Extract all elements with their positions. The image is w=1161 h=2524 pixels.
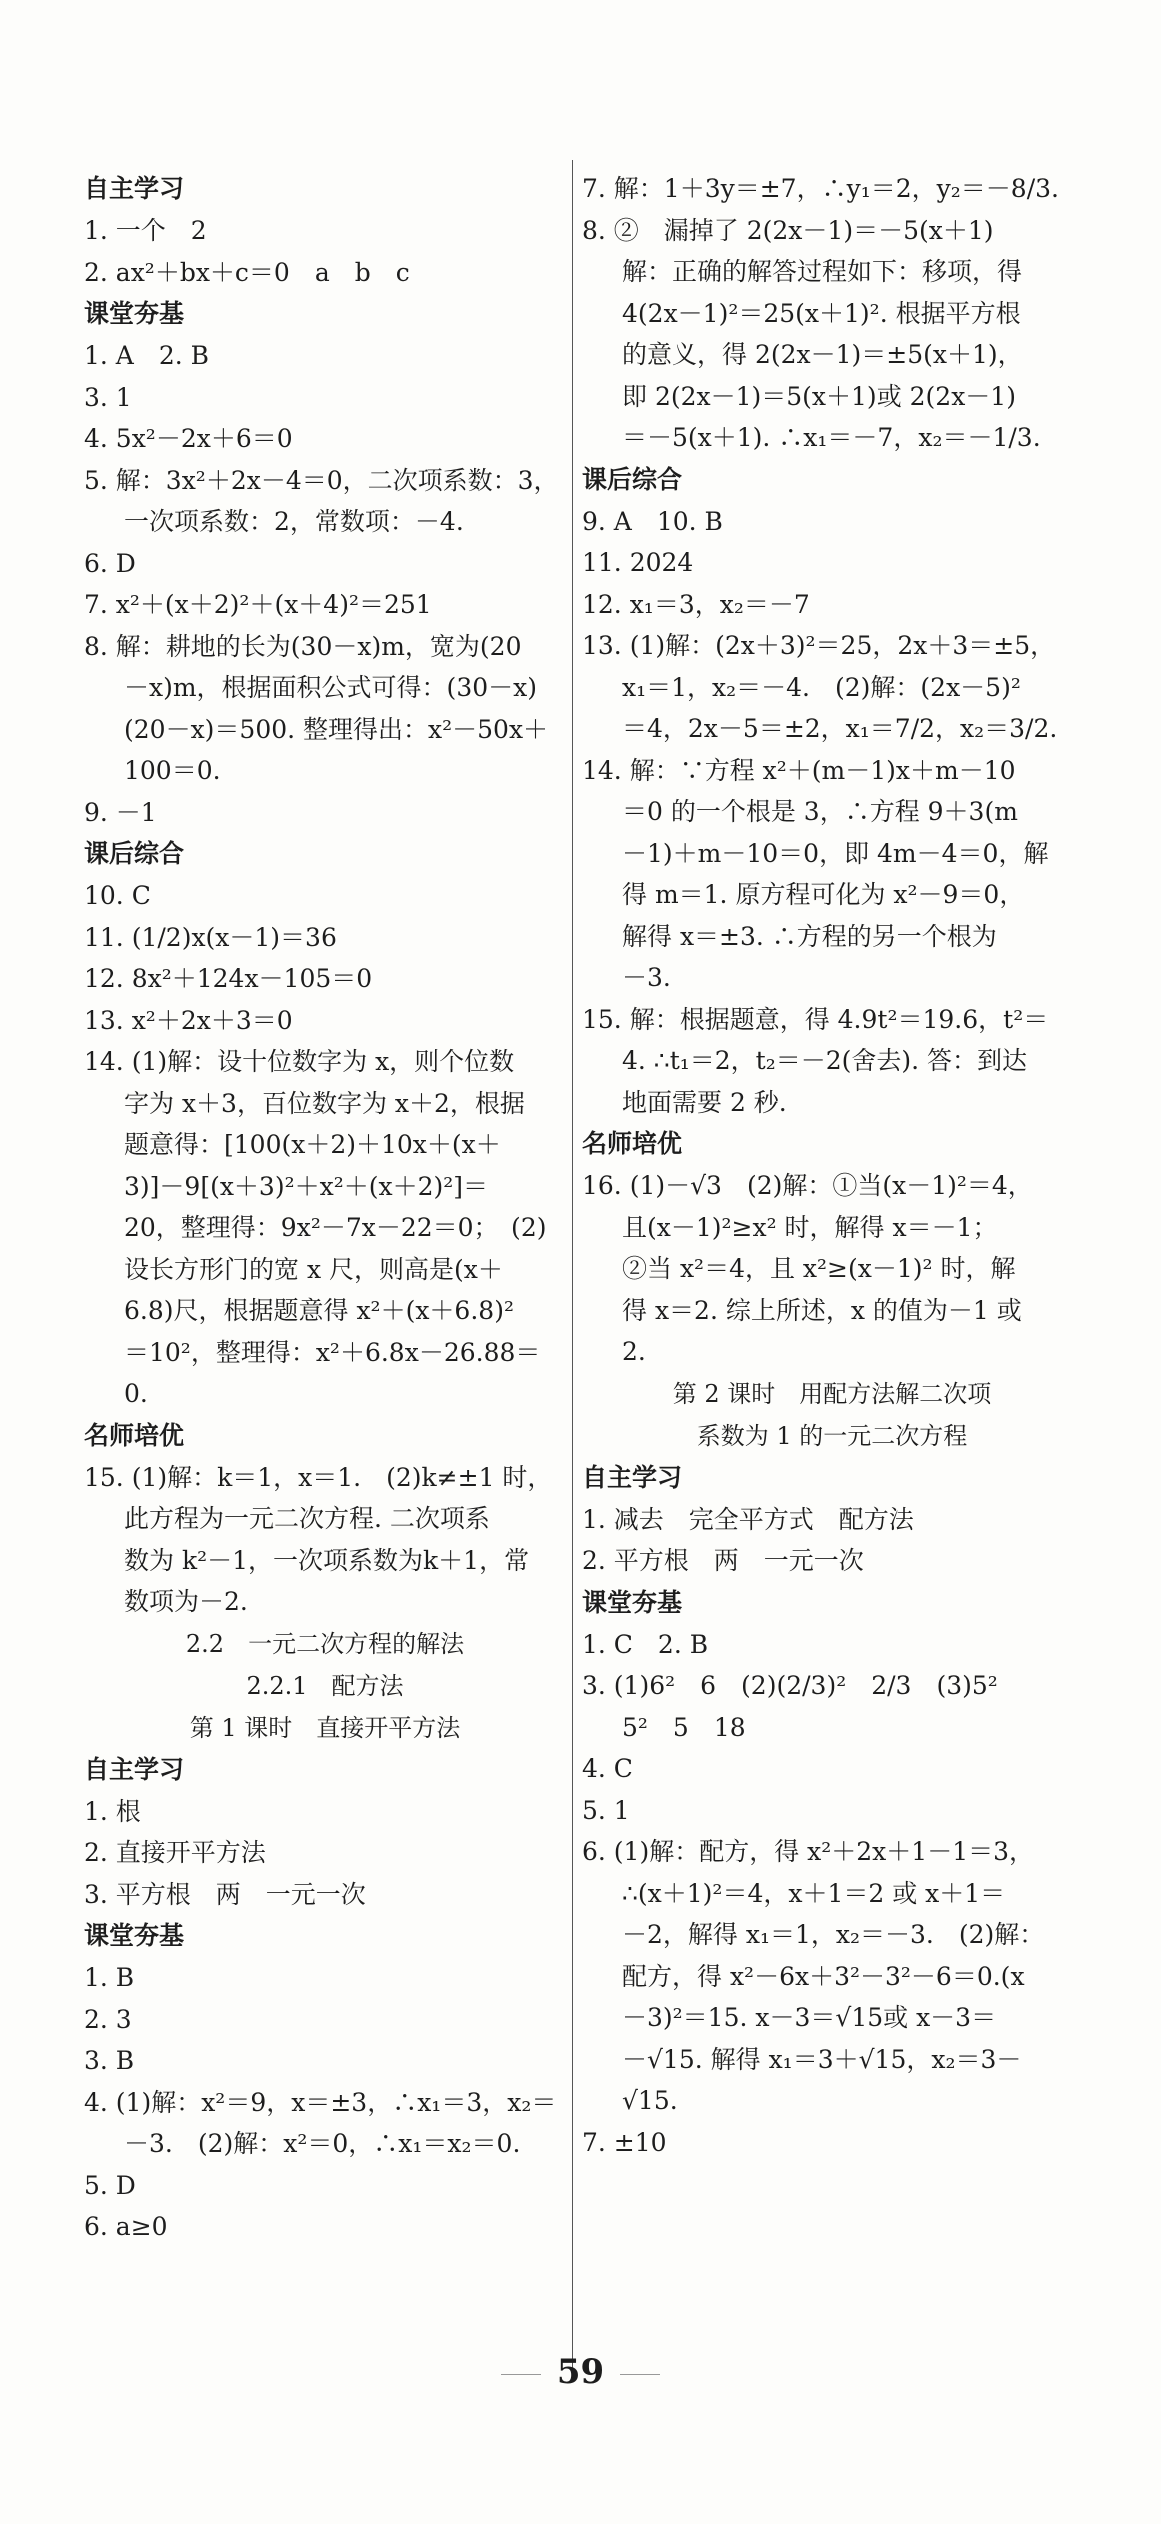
right-answer-line: 地面需要 2 秒.: [622, 1087, 787, 1117]
left-answer-line: 100＝0.: [124, 756, 221, 785]
left-answer-line: 1. B: [84, 1963, 135, 1992]
right-column: [582, 168, 1082, 2163]
right-answer-line: 9. A 10. B: [582, 506, 723, 536]
right-answer-line: 得 x＝2. 综上所述，x 的值为－1 或: [622, 1295, 1022, 1325]
left-answer-line: －x)m，根据面积公式可得：(30－x): [124, 673, 537, 702]
left-answer-line: 2. ax²＋bx＋c＝0 a b c: [84, 257, 410, 287]
left-answer-line: 数项为－2.: [124, 1587, 248, 1616]
right-answer-line: 6. (1)解：配方，得 x²＋2x＋1－1＝3，: [582, 1837, 1035, 1866]
right-answer-line: 的意义，得 2(2x－1)＝±5(x＋1)，: [622, 340, 1023, 369]
left-answer-line: 3. B: [84, 2046, 135, 2075]
right-answer-line: 12. x₁＝3，x₂＝－7: [582, 589, 810, 619]
left-answer-line: 7. x²＋(x＋2)²＋(x＋4)²＝251: [84, 590, 432, 619]
right-lesson-title: 系数为 1 的一元二次方程: [696, 1421, 968, 1450]
right-answer-line: 11. 2024: [582, 548, 694, 577]
right-answer-line: 5² 5 18: [622, 1712, 746, 1742]
right-answer-line: ＝0 的一个根是 3，∴方程 9＋3(m: [622, 797, 1018, 826]
right-answer-line: ＝－5(x＋1). ∴x₁＝－7，x₂＝－1/3.: [622, 423, 1041, 452]
left-answer-line: 一次项系数：2，常数项：－4.: [124, 507, 464, 536]
left-section-heading: 自主学习: [84, 1754, 185, 1784]
right-answer-line: 4(2x－1)²＝25(x＋1)². 根据平方根: [622, 298, 1021, 328]
right-answer-line: 1. 减去 完全平方式 配方法: [582, 1504, 914, 1534]
left-answer-line: 5. 解：3x²＋2x－4＝0，二次项系数：3，: [84, 465, 559, 495]
left-answer-line: 20，整理得：9x²－7x－22＝0； (2): [124, 1213, 547, 1242]
right-section-heading: 课堂夯基: [582, 1587, 683, 1617]
right-answer-line: －3.: [622, 963, 671, 992]
left-answer-line: 6. D: [84, 548, 136, 578]
right-answer-line: 配方，得 x²－6x＋3²－3²－6＝0.(x: [622, 1961, 1025, 1991]
left-answer-line: 2. 3: [84, 2004, 132, 2034]
left-answer-line: 设长方形门的宽 x 尺，则高是(x＋: [124, 1254, 503, 1284]
column-divider: [572, 160, 573, 2378]
left-answer-line: ＝10²，整理得：x²＋6.8x－26.88＝: [124, 1337, 541, 1367]
left-answer-line: 1. 根: [84, 1796, 141, 1826]
right-answer-line: 16. (1)－√3 (2)解：①当(x－1)²＝4，: [582, 1171, 1033, 1200]
left-answer-line: 字为 x＋3，百位数字为 x＋2，根据: [124, 1088, 525, 1118]
left-answer-line: (20－x)＝500. 整理得出：x²－50x＋: [124, 714, 549, 744]
left-answer-line: 数为 k²－1，一次项系数为k＋1，常: [124, 1545, 530, 1575]
right-answer-line: 7. 解：1＋3y＝±7，∴y₁＝2，y₂＝－8/3.: [582, 174, 1059, 203]
right-answer-line: 3. (1)6² 6 (2)(2/3)² 2/3 (3)5²: [582, 1671, 998, 1700]
left-section-heading: 课堂夯基: [84, 1921, 185, 1950]
right-answer-line: 即 2(2x－1)＝5(x＋1)或 2(2x－1): [622, 381, 1016, 411]
left-answer-line: 9. －1: [84, 797, 157, 827]
left-answer-line: 14. (1)解：设十位数字为 x，则个位数: [84, 1047, 515, 1076]
left-section-heading: 课堂夯基: [84, 299, 185, 328]
right-answer-line: 2. 平方根 两 一元一次: [582, 1546, 864, 1575]
right-answer-line: 15. 解：根据题意，得 4.9t²＝19.6，t²＝: [582, 1004, 1049, 1034]
left-lesson-title: 2.2.1 配方法: [246, 1671, 404, 1700]
left-answer-line: 15. (1)解：k＝1，x＝1. (2)k≠±1 时，: [84, 1462, 553, 1492]
right-answer-line: 且(x－1)²≥x² 时，解得 x＝－1；: [622, 1212, 998, 1242]
right-section-heading: 自主学习: [582, 1462, 683, 1492]
left-answer-line: 3)]－9[(x＋3)²＋x²＋(x＋2)²]＝: [124, 1171, 489, 1201]
page-number: 59: [0, 2352, 1161, 2392]
left-answer-line: 2. 直接开平方法: [84, 1838, 266, 1867]
left-answer-line: 此方程为一元二次方程. 二次项系: [124, 1504, 490, 1533]
left-section-heading: 自主学习: [84, 174, 185, 203]
left-answer-line: －3. (2)解：x²＝0，∴x₁＝x₂＝0.: [124, 2129, 521, 2158]
left-answer-line: 题意得：[100(x＋2)＋10x＋(x＋: [124, 1130, 501, 1159]
left-answer-line: 6. a≥0: [84, 2212, 168, 2241]
right-answer-line: 4. C: [582, 1754, 633, 1783]
left-answer-line: 11. (1/2)x(x－1)＝36: [84, 922, 337, 952]
right-answer-line: 4. ∴t₁＝2，t₂＝－2(舍去). 答：到达: [622, 1046, 1028, 1075]
right-answer-line: 8. ② 漏掉了 2(2x－1)＝－5(x＋1): [582, 215, 994, 245]
left-answer-line: 4. (1)解：x²＝9，x＝±3，∴x₁＝3，x₂＝: [84, 2087, 557, 2117]
right-answer-line: 解：正确的解答过程如下：移项，得: [622, 257, 1023, 286]
left-answer-line: 8. 解：耕地的长为(30－x)m，宽为(20: [84, 631, 522, 661]
right-answer-line: 解得 x＝±3. ∴方程的另一个根为: [622, 921, 997, 951]
right-answer-line: 2.: [622, 1337, 646, 1366]
right-answer-line: －1)＋m－10＝0，即 4m－4＝0，解: [622, 838, 1049, 868]
left-answer-line: 0.: [124, 1379, 148, 1408]
left-section-heading: 课后综合: [84, 839, 185, 868]
right-answer-line: ∴(x＋1)²＝4，x＋1＝2 或 x＋1＝: [622, 1878, 1006, 1908]
right-section-heading: 课后综合: [582, 464, 683, 494]
right-answer-line: －3)²＝15. x－3＝√15或 x－3＝: [622, 2003, 997, 2032]
right-answer-line: －√15. 解得 x₁＝3＋√15，x₂＝3－: [622, 2044, 1022, 2074]
right-answer-line: ②当 x²＝4，且 x²≥(x－1)² 时，解: [622, 1254, 1016, 1283]
left-answer-line: 10. C: [84, 881, 151, 910]
left-answer-line: 13. x²＋2x＋3＝0: [84, 1005, 293, 1035]
right-answer-line: ＝4，2x－5＝±2，x₁＝7/2，x₂＝3/2.: [622, 714, 1058, 743]
left-answer-line: 5. D: [84, 2170, 136, 2200]
left-lesson-title: 2.2 一元二次方程的解法: [185, 1629, 465, 1658]
left-answer-line: 3. 平方根 两 一元一次: [84, 1879, 366, 1909]
right-answer-line: √15.: [622, 2086, 678, 2115]
right-answer-line: 7. ±10: [582, 2127, 667, 2157]
right-answer-line: 14. 解：∵方程 x²＋(m－1)x＋m－10: [582, 755, 1016, 785]
left-answer-line: 4. 5x²－2x＋6＝0: [84, 424, 293, 453]
right-answer-line: 13. (1)解：(2x＋3)²＝25，2x＋3＝±5，: [582, 631, 1056, 660]
left-answer-line: 3. 1: [84, 382, 132, 412]
left-answer-line: 1. 一个 2: [84, 216, 207, 245]
right-lesson-title: 第 2 课时 用配方法解二次项: [672, 1379, 992, 1408]
left-column: [84, 168, 566, 2248]
right-answer-line: 得 m＝1. 原方程可化为 x²－9＝0，: [622, 880, 1025, 909]
right-answer-line: x₁＝1，x₂＝－4. (2)解：(2x－5)²: [622, 672, 1021, 702]
left-section-heading: 名师培优: [84, 1420, 185, 1450]
right-answer-line: 1. C 2. B: [582, 1629, 709, 1659]
right-answer-line: －2，解得 x₁＝1，x₂＝－3. (2)解：: [622, 1920, 1045, 1949]
left-answer-line: 1. A 2. B: [84, 341, 210, 370]
left-answer-line: 6.8)尺，根据题意得 x²＋(x＋6.8)²: [124, 1296, 514, 1325]
left-answer-line: 12. 8x²＋124x－105＝0: [84, 964, 373, 993]
left-lesson-title: 第 1 课时 直接开平方法: [189, 1713, 461, 1742]
right-answer-line: 5. 1: [582, 1795, 630, 1825]
right-section-heading: 名师培优: [582, 1129, 683, 1158]
